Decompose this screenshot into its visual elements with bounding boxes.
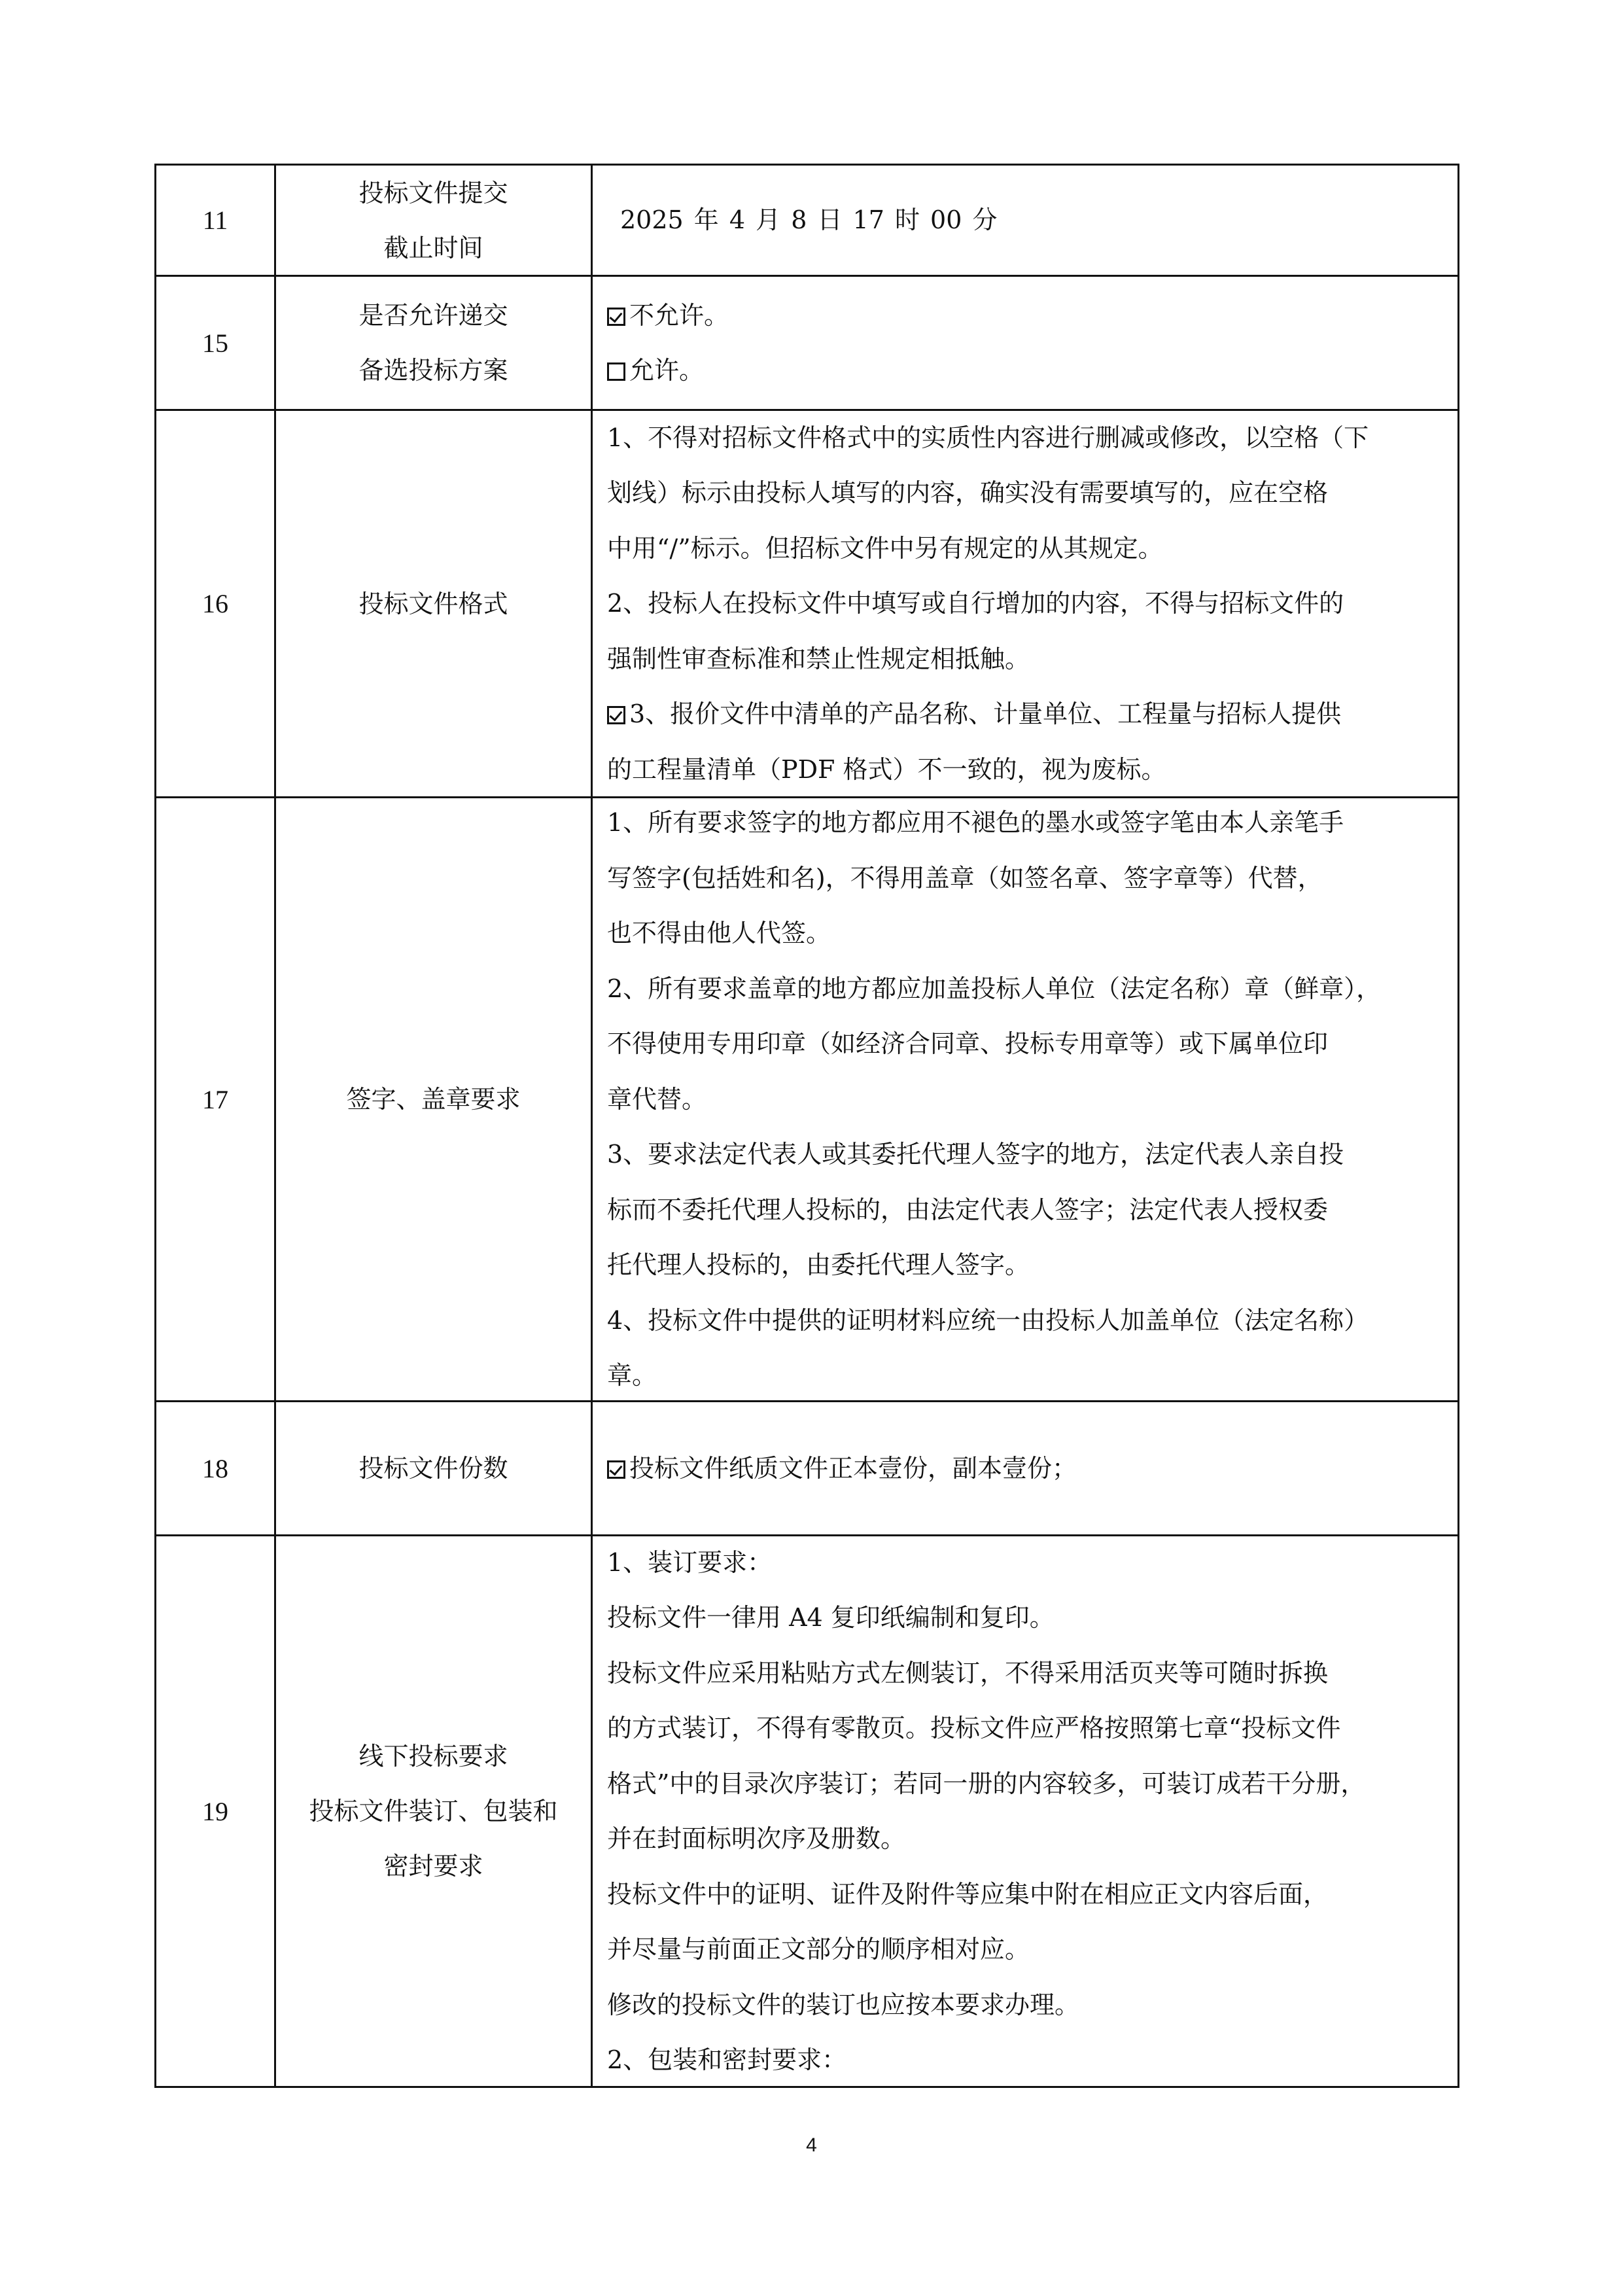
row-label-line: 投标文件份数 [358,1454,508,1483]
row-number: 11 [202,205,228,235]
row-label-line: 备选投标方案 [358,356,508,385]
row-number: 16 [202,589,228,618]
row-content-cell [593,277,1457,409]
content-line: 4、投标文件中提供的证明材料应统一由投标人加盖单位（法定名称） [607,1305,1369,1335]
content-line: 强制性审查标准和禁止性规定相抵触。 [607,644,1030,673]
content-line: 的工程量清单（PDF 格式）不一致的，视为废标。 [607,754,1166,784]
content-line: 修改的投标文件的装订也应按本要求办理。 [607,1990,1080,2019]
row-label-line: 截止时间 [383,233,483,262]
checked-box-icon [607,706,625,724]
content-line: 划线）标示由投标人填写的内容，确实没有需要填写的，应在空格 [607,478,1329,508]
option-label: 不允许。 [629,300,729,330]
content-line-checked [607,1441,1444,1496]
row-label-line: 线下投标要求 [358,1742,508,1771]
content-text: 投标文件纸质文件正本壹份，副本壹份； [629,1453,1077,1483]
row-content-cell [593,411,1457,796]
row-label-cell [276,798,593,1400]
checked-box-icon [607,1460,625,1479]
row-number: 15 [202,328,228,358]
content-line: 2、投标人在投标文件中填写或自行增加的内容，不得与招标文件的 [607,589,1344,618]
content-line: 写签字(包括姓和名)，不得用盖章（如签名章、签字章等）代替， [607,863,1323,892]
unchecked-box-icon [607,362,625,381]
content-line: 1、装订要求： [607,1547,773,1577]
row-content-cell [593,166,1457,275]
row-label-line: 是否允许递交 [358,301,508,330]
content-line: 投标文件中的证明、证件及附件等应集中附在相应正文内容后面， [607,1879,1329,1909]
row-content-cell [593,1402,1457,1534]
bid-data-table [154,164,1459,2088]
table-row [156,277,1457,411]
row-label-cell [276,411,593,796]
content-line: 的方式装订，不得有零散页。投标文件应严格按照第七章“投标文件 [607,1714,1341,1742]
content-line: 中用“/”标示。但招标文件中另有规定的从其规定。 [607,533,1163,563]
row-number: 18 [202,1453,228,1483]
row-label-line: 投标文件提交 [358,178,508,207]
row-label-line: 投标文件格式 [358,589,508,618]
table-row [156,1536,1457,2086]
row-label-line: 签字、盖章要求 [346,1085,521,1114]
deadline-text: 2025 年 4 月 8 日 17 时 00 分 [620,205,998,235]
row-content-cell [593,1536,1457,2086]
row-number-cell [156,411,276,796]
row-label-cell [276,277,593,409]
content-line: 1、不得对招标文件格式中的实质性内容进行删减或修改，以空格（下 [607,423,1369,452]
content-line: 3、要求法定代表人或其委托代理人签字的地方，法定代表人亲自投 [607,1140,1344,1169]
row-number-cell [156,1402,276,1534]
row-number: 19 [202,1796,228,1826]
content-line: 章。 [607,1361,657,1390]
row-label-line: 投标文件装订、包装和 [309,1797,558,1826]
content-line: 并尽量与前面正文部分的顺序相对应。 [607,1935,1030,1964]
row-number-cell [156,798,276,1400]
option-allowed [607,343,1444,398]
content-line: 章代替。 [607,1084,707,1114]
content-line: 托代理人投标的，由委托代理人签字。 [607,1250,1030,1280]
option-not-allowed [607,288,1444,344]
table-row [156,411,1457,798]
row-label-line: 密封要求 [383,1852,483,1881]
content-line: 也不得由他人代签。 [607,919,831,948]
content-line: 格式”中的目录次序装订；若同一册的内容较多，可装订成若干分册， [607,1769,1366,1798]
table-row [156,1402,1457,1536]
content-line: 投标文件一律用 A4 复印纸编制和复印。 [607,1603,1055,1632]
content-text: 3、报价文件中清单的产品名称、计量单位、工程量与招标人提供 [629,699,1342,729]
content-line: 标而不委托代理人投标的，由法定代表人签字；法定代表人授权委 [607,1195,1329,1224]
content-line: 投标文件应采用粘贴方式左侧装订，不得采用活页夹等可随时拆换 [607,1658,1329,1687]
option-label: 允许。 [629,356,705,385]
row-number-cell [156,277,276,409]
checked-box-icon [607,308,625,326]
row-number: 17 [202,1084,228,1114]
content-line-checked [607,686,1444,742]
content-line: 2、所有要求盖章的地方都应加盖投标人单位（法定名称）章（鲜章）， [607,974,1382,1003]
content-line: 不得使用专用印章（如经济合同章、投标专用章等）或下属单位印 [607,1029,1329,1059]
content-line: 2、包装和密封要求： [607,2045,847,2074]
row-label-cell [276,166,593,275]
row-label-cell [276,1536,593,2086]
content-line: 并在封面标明次序及册数。 [607,1824,906,1853]
row-number-cell [156,166,276,275]
table-row [156,166,1457,277]
row-label-cell [276,1402,593,1534]
table-row [156,798,1457,1402]
row-number-cell [156,1536,276,2086]
page-number: 4 [806,2134,817,2156]
content-line: 1、所有要求签字的地方都应用不褪色的墨水或签字笔由本人亲笔手 [607,808,1344,838]
row-content-cell [593,798,1457,1400]
